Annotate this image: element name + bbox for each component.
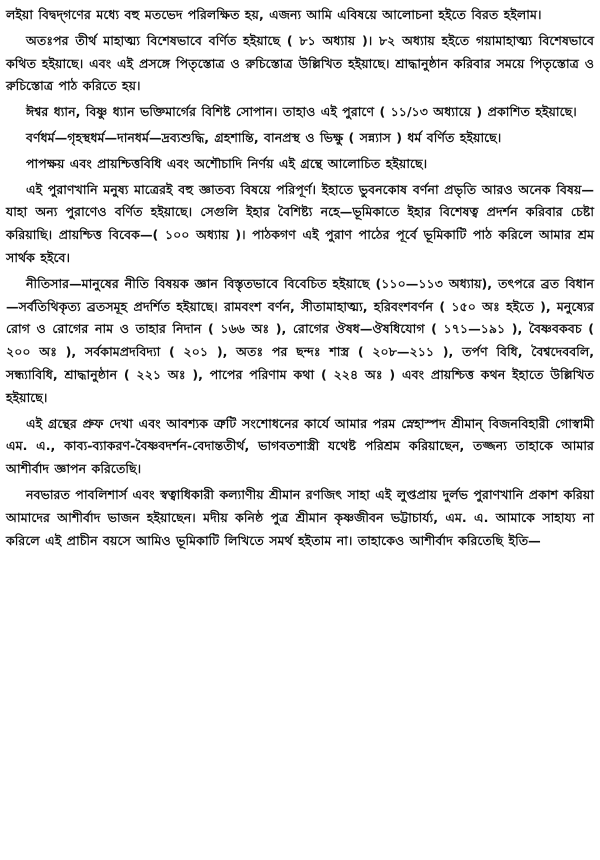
paragraph-papakshay: পাপক্ষয় এবং প্রায়শ্চিত্তবিধি এবং অশৌচাদি নির্ণয় এই গ্রন্থে আলোচিত হইয়াছে।	[26, 155, 428, 171]
paragraph-tirtha-mahatmya: অতঃপর তীর্থ মাহাত্ম্য বিশেষভাবে বর্ণিত হইয়াছে ( ৮১ অধ্যায় )। ৮২ অধ্যায় হইতে গয়ামাহাত্ম্য বিশেষভাবে কথিত হইয়াছে। এবং এই প্রসঙ্গে পিতৃস্তোত্র ও রুচিস্তোত্র উল্লিখিত হইয়াছে। শ্রাদ্ধানুষ্ঠান করিবার সময়ে পিতৃস্তোত্র ও রুচিস্তোত্র পাঠ করিতে হয়।	[6, 32, 594, 94]
paragraph-publisher-acknowledgement: নবভারত পাবলিশার্স এবং স্বত্বাধিকারী কল্যাণীয় শ্রীমান রণজিৎ সাহা এই লুপ্তপ্রায় দুর্লভ পুরাণখানি প্রকাশ করিয়া আমাদের আশীর্বাদ ভাজন হইয়াছেন। মদীয় কনিষ্ঠ পুত্র শ্রীমান কৃষ্ণজীবন ভট্টাচার্য্য, এম. এ. আমাকে সাহায্য না করিলে এই প্রাচীন বয়সে আমিও ভূমিকাটি লিখিতে সমর্থ হইতাম না। তাহাকেও আশীর্বাদ করিতেছি ইতি—	[6, 486, 594, 548]
paragraph-purana-summary: এই পুরাণখানি মনুষ্য মাত্রেরই বহু জ্ঞাতব্য বিষয়ে পরিপূর্ণ। ইহাতে ভুবনকোষ বর্ণনা প্রভৃতি আরও অনেক বিষয়—যাহা অন্য পুরাণেও বর্ণিত হইয়াছে। সেগুলি ইহার বৈশিষ্ট্য নহে—ভূমিকাতে ইহার বিশেষত্ব প্রদর্শন করিবার চেষ্টা করিয়াছি। প্রায়শ্চিত্ত বিবেক—( ১০০ অধ্যায় )। পাঠকগণ এই পুরাণ পাঠের পূর্বে ভূমিকাটি পাঠ করিলে আমার শ্রম সার্থক হইবে।	[6, 181, 594, 265]
paragraph-nitisar: নীতিসার—মানুষের নীতি বিষয়ক জ্ঞান বিস্তৃতভাবে বিবেচিত হইয়াছে (১১০—১১৩ অধ্যায়), তৎপরে ব্রত বিধান—সর্বতিথিকৃত্য ব্রতসমূহ প্রদর্শিত হইয়াছে। রামবংশ বর্ণন, সীতামাহাত্ম্য, হরিবংশবর্ণন ( ১৫০ অঃ হইতে ), মনুষ্যের রোগ ও রোগের নাম ও তাহার নিদান ( ১৬৬ অঃ ), রোগের ঔষধ—ঔষধিযোগ ( ১৭১—১৯১ ), বৈষ্ণবকবচ ( ২০০ অঃ ), সর্বকামপ্রদবিদ্যা ( ২০১ ), অতঃ পর ছন্দঃ শাস্ত্র ( ২০৮—২১১ ), তর্পণ বিধি, বৈশ্বদেববলি, সন্ধ্যাবিধি, শ্রাদ্ধানুষ্ঠান ( ২২১ অঃ ), পাপের পরিণাম কথা ( ২২৪ অঃ ) এবং প্রায়শ্চিত্ত কথন ইহাতে উল্লিখিত হইয়াছে।	[6, 275, 594, 405]
paragraph-ishwar-dhyan: ঈশ্বর ধ্যান, বিষ্ণু ধ্যান ভক্তিমার্গের বিশিষ্ট সোপান। তাহাও এই পুরাণে ( ১১/১৩ অধ্যায়ে ) প্রকাশিত হইয়াছে।	[26, 104, 577, 120]
paragraph-varnadharma: বর্ণধর্ম—গৃহস্থধর্ম—দানধর্ম—দ্রব্যশুদ্ধি, গ্রহশান্তি, বানপ্রস্থ ও ভিক্ষু ( সন্ন্যাস ) ধর্ম বর্ণিত হইয়াছে।	[26, 129, 502, 145]
paragraph-proof-acknowledgement: এই গ্রন্থের প্রুফ দেখা এবং আবশ্যক ত্রুটি সংশোধনের কার্যে আমার পরম স্নেহাস্পদ শ্রীমান্‌ বিজনবিহারী গোস্বামী এম. এ., কাব্য-ব্যাকরণ-বৈষ্ণবদর্শন-বেদান্ততীর্থ, ভাগবতশাস্ত্রী যথেষ্ট পরিশ্রম করিয়াছেন, তজ্জন্য তাহাকে আমার আশীর্বাদ জ্ঞাপন করিতেছি।	[6, 415, 594, 477]
paragraph-continuation: লইয়া বিদ্বদ্‌গণের মধ্যে বহু মতভেদ পরিলক্ষিত হয়, এজন্য আমি এবিষয়ে আলোচনা হইতে বিরত হইলাম।	[6, 7, 542, 22]
